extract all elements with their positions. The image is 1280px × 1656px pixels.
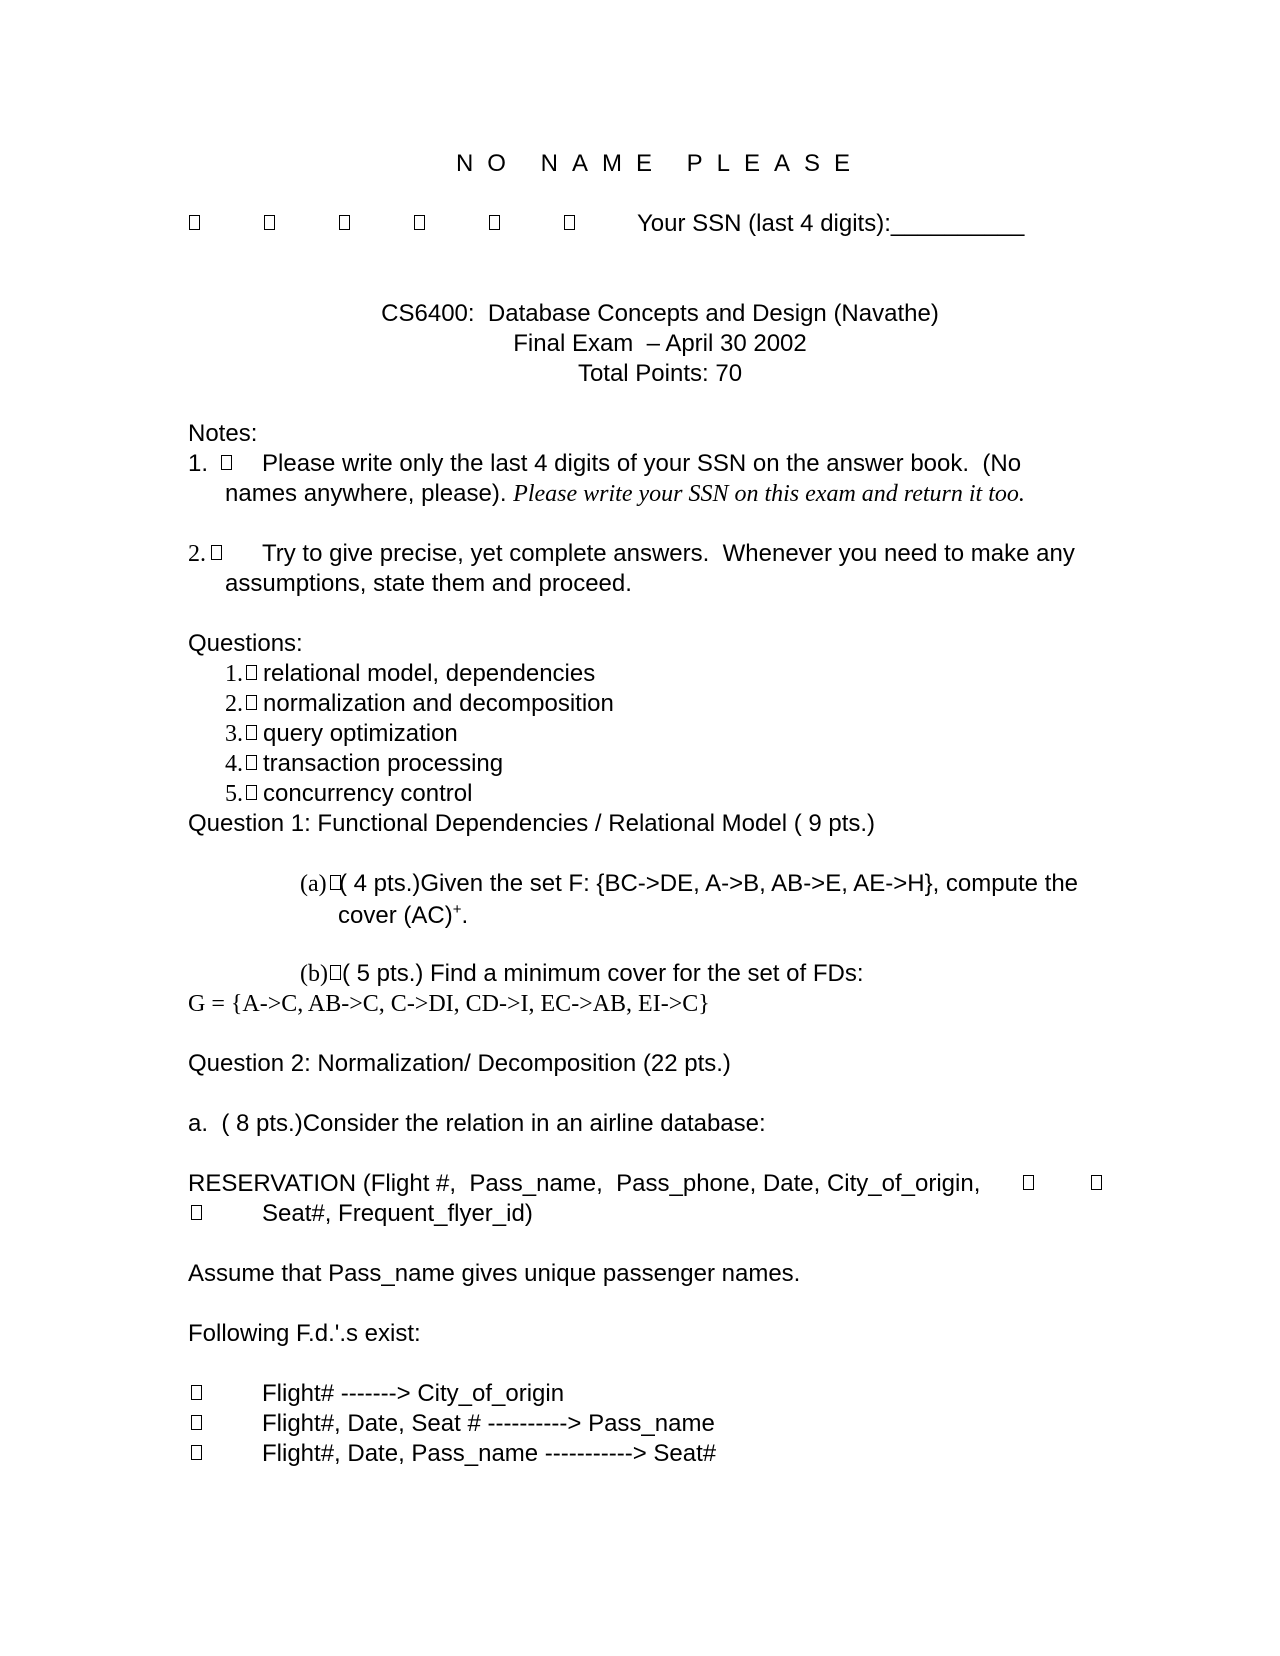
bullet-box-icon: [191, 1415, 202, 1430]
bullet-box-icon: [246, 725, 257, 740]
q1-part-a-line-1: ( 4 pts.)Given the set F: {BC->DE, A->B, AB->E, AE->H}, compute the: [339, 870, 1079, 897]
bullet-box-icon: [1023, 1175, 1034, 1190]
assumption-text: Assume that Pass_name gives unique passenger names.: [188, 1260, 801, 1287]
question-list-number: 1.: [225, 661, 243, 687]
bullet-box-icon: [221, 455, 232, 470]
fd-item: Flight#, Date, Pass_name -----------> Seat#: [262, 1440, 717, 1467]
questions-heading: Questions:: [188, 630, 303, 657]
q1-part-a-label: (a): [300, 871, 327, 897]
relation-line-1: RESERVATION (Flight #, Pass_name, Pass_phone, Date, City_of_origin,: [188, 1170, 981, 1197]
question-list-item: relational model, dependencies: [263, 660, 596, 687]
bullet-box-icon: [246, 785, 257, 800]
q2-part-a: a. ( 8 pts.)Consider the relation in an airline database:: [188, 1110, 766, 1137]
bullet-box-icon: [211, 545, 222, 560]
question-list-item: normalization and decomposition: [263, 690, 614, 717]
bullet-box-icon: [246, 665, 257, 680]
question-list-item: concurrency control: [263, 780, 473, 807]
course-title: CS6400: Database Concepts and Design (Navathe): [381, 300, 939, 327]
checkbox-icon: [414, 215, 425, 230]
q1-part-b-label: (b): [300, 961, 328, 987]
bullet-box-icon: [246, 695, 257, 710]
note-1-line-1: Please write only the last 4 digits of your SSN on the answer book. (No: [262, 450, 1022, 477]
checkbox-icon: [189, 215, 200, 230]
checkbox-icon: [264, 215, 275, 230]
q1-part-a-line-2: cover (AC)+.: [338, 901, 469, 929]
question-list-number: 3.: [225, 721, 243, 747]
question-list-number: 5.: [225, 781, 243, 807]
bullet-box-icon: [191, 1445, 202, 1460]
question-list-item: transaction processing: [263, 750, 504, 777]
checkbox-icon: [489, 215, 500, 230]
note-number: 1.: [188, 450, 209, 477]
checkbox-icon: [564, 215, 575, 230]
q1-part-b-fd-set: G = {A->C, AB->C, C->DI, CD->I, EC->AB, EI->C}: [188, 991, 710, 1017]
question-list-item: query optimization: [263, 720, 458, 747]
exam-title: Final Exam – April 30 2002: [513, 330, 807, 357]
fd-item: Flight# -------> City_of_origin: [262, 1380, 565, 1407]
no-name-heading: NO NAME PLEASE: [455, 150, 865, 177]
relation-line-2: Seat#, Frequent_flyer_id): [262, 1200, 533, 1227]
bullet-box-icon: [191, 1205, 202, 1220]
q1-part-b-line-1: ( 5 pts.) Find a minimum cover for the set of FDs:: [342, 960, 864, 987]
note-2-line-1: Try to give precise, yet complete answers. Whenever you need to make any: [262, 540, 1075, 567]
note-1-line-2: names anywhere, please). Please write your SSN on this exam and return it too.: [225, 480, 1025, 507]
note-number: 2.: [188, 541, 206, 567]
total-points: Total Points: 70: [577, 360, 743, 387]
notes-heading: Notes:: [188, 420, 258, 447]
bullet-box-icon: [246, 755, 257, 770]
checkbox-icon: [339, 215, 350, 230]
fd-item: Flight#, Date, Seat # ----------> Pass_name: [262, 1410, 715, 1437]
bullet-box-icon: [330, 965, 341, 980]
question-1-title: Question 1: Functional Dependencies / Relational Model ( 9 pts.): [188, 810, 876, 837]
question-2-title: Question 2: Normalization/ Decomposition (22 pts.): [188, 1050, 731, 1077]
question-list-number: 4.: [225, 751, 243, 777]
note-1-italic: Please write your SSN on this exam and return it too.: [513, 481, 1025, 507]
fd-intro: Following F.d.'.s exist:: [188, 1320, 421, 1347]
bullet-box-icon: [191, 1385, 202, 1400]
note-2-line-2: assumptions, state them and proceed.: [225, 570, 632, 597]
question-list-number: 2.: [225, 691, 243, 717]
bullet-box-icon: [1091, 1175, 1102, 1190]
ssn-label: Your SSN (last 4 digits):__________: [637, 210, 1025, 237]
